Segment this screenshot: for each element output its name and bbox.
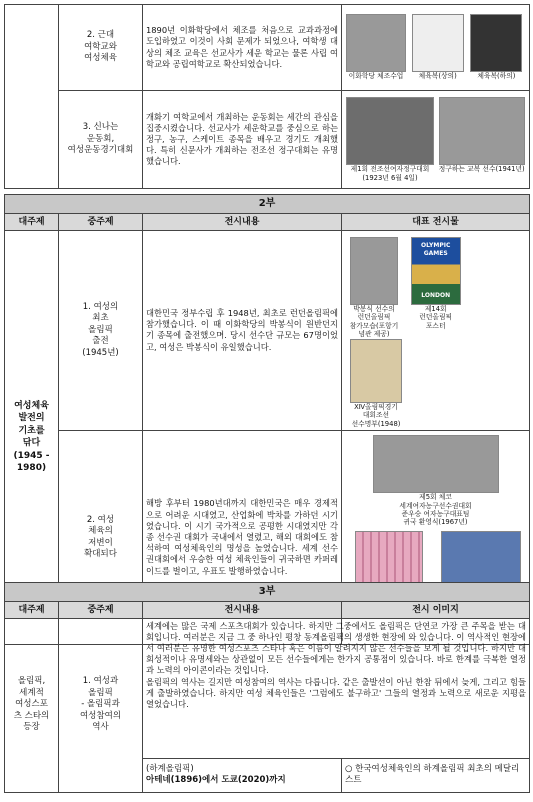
part3-major-cell	[5, 618, 59, 792]
photo-image	[412, 14, 464, 72]
part1-figures-cell	[342, 91, 530, 189]
exhibit-description: 해방 후부터 1980년대까지 대한민국은 매우 경제적으로 어려운 시대였고, 산업화에 박차를 가하던 시기였습니다. 이 시기 국가적으로 공평한 시대였지만 각종 선수권 대회가 국내에서 열렸고, 해외 대회에도 참석하여 여성체육인의 명성을 높였습니다. 세계 선수권대회에서 우승한 여성 체육인들이 귀국하면 카퍼레이드를 벌이고, 우표도 발행하였습니다.	[146, 498, 338, 576]
major-topic-label: 여성체육 발전의 기초를 닦다 (1945 - 1980)	[13, 400, 50, 474]
figure-caption: 이화학당 체조수업	[348, 72, 404, 81]
header-sub: 중주제	[59, 213, 143, 230]
figure-team-roster	[345, 339, 407, 428]
figure-tennis-players	[438, 97, 526, 173]
part3-row-olympics	[5, 618, 530, 758]
sub-topic-label: 2. 여성 체육의 저변이 확대되다	[84, 514, 117, 559]
footer-athens-tokyo-title: 아테네(1896)에서 도쿄(2020)까지	[146, 775, 286, 786]
figure-ewha-gym-class	[345, 14, 407, 80]
sub-topic-label: 2. 근대 여학교와 여성체육	[84, 30, 117, 64]
photo-image	[441, 531, 521, 585]
sub-topic-label: 1. 여성과 올림픽 - 올림픽과 여성참여의 역사	[79, 676, 122, 733]
major-topic-label: 올림픽, 세계적 여성스포 츠 스타의 등장	[13, 676, 50, 733]
figure-caption: 제14회 런던올림픽 포스터	[419, 304, 453, 330]
exhibit-description: 대한민국 정부수립 후 1948년, 최초로 런던올림픽에 참가했습니다. 이 때 이화학당의 박봉식이 원반던지기 종목에 출전했으며. 당시 선수단 규모는 67명이었고, 여성은 박봉식이 유일했습니다.	[146, 307, 338, 352]
part2-figures-cell	[342, 230, 530, 430]
part3-header-row	[5, 601, 530, 618]
figure-gym-bottom	[468, 14, 524, 80]
poster-title: OLYMPIC GAMES	[421, 241, 451, 257]
exhibit-description: 1890년 이화학당에서 체조를 처음으로 교과과정에 도입하였고 이것이 사회 문제가 되었으나, 여학생 대상의 체조 교육은 선교사가 세운 학교는 물론 사립 여학교와 공립여학교로 확산되었습니다.	[146, 25, 338, 69]
footer-summer-olympics-label: (하계올림픽)	[146, 763, 194, 774]
figure-caption: 박봉식 선수의 런던올림픽 참가모습(포항기 념관 제공)	[349, 304, 399, 339]
part2-text-cell	[143, 230, 342, 430]
poster-image	[411, 237, 461, 305]
figure-tennis-competition	[345, 97, 435, 182]
part2-row-first-olympics	[5, 230, 530, 430]
exhibit-description-2: 올림픽의 역사는 길지만 여성참여의 역사는 다릅니다. 같은 출발선이 아닌 한참 뒤에서 늦게, 그리고 힘들게 출발하였습니다. 하지만 여성 체육인들은 '그럼에도 불구하고' 그들의 열정과 노력으로 새로운 지평을 열었습니다.	[146, 676, 526, 709]
part-title: 3부	[258, 586, 276, 597]
figure-caption: 체육복(하의)	[477, 72, 516, 81]
part1-table	[4, 4, 530, 189]
exhibit-description-1: 세계에는 많은 국제 스포츠대회가 있습니다. 하지만 그중에서도 올림픽은 단연코 가장 큰 주목을 받는 대회입니다. 여러분은 지금 그 중 하나인 평창 동계올림픽의 생생한 현장에 와 있습니다. 이 역사적인 현장에서 여러분은 유명한 여성스포츠 스타나 혹은 이름이 알려지지 않은 선수들을 보게 될 것입니다. 하지만 대회성적이나 유명세와는 상관없이 모든 선수들에게는 한가지 공통점이 있습니다. 바로 한계를 극복한 열정과 노력의 아이콘이라는 것입니다.	[146, 620, 526, 676]
part2-header-row	[5, 213, 530, 230]
part3-table	[4, 582, 530, 793]
figure-basketball-team	[345, 435, 526, 527]
figure-park-bongsik	[345, 237, 403, 339]
part-title: 2부	[258, 198, 276, 209]
figure-gym-top	[410, 14, 466, 80]
footer-medalist-note: ○ 한국여성체육인의 하계올림픽 최초의 메달리스트	[345, 763, 520, 786]
photo-image	[373, 435, 499, 493]
part3-text-cell	[143, 618, 530, 758]
figure-caption: ⅩⅣ올림픽경기 대회조선 선수명부(1948)	[351, 402, 401, 428]
figure-caption: 정구하는 교복 선수(1941년)	[438, 165, 525, 174]
header-content: 전시내용	[143, 601, 342, 618]
part1-figures-cell	[342, 5, 530, 91]
header-major: 대주제	[5, 213, 59, 230]
document-image	[350, 339, 402, 403]
sub-topic-label: 3. 신나는 운동회, 여성운동경기대회	[67, 122, 134, 156]
poster-city: LONDON	[421, 291, 451, 299]
photo-image	[346, 97, 434, 165]
part1-text-cell	[143, 5, 342, 91]
part3-footer-right	[342, 758, 530, 792]
photo-image	[346, 14, 406, 72]
part1-row-sports-day	[5, 91, 530, 189]
part2-band	[5, 195, 530, 214]
figure-caption: 체육복(상의)	[418, 72, 457, 81]
figure-caption: 제1회 전조선여자정구대회 (1923년 6월 4일)	[350, 165, 430, 182]
header-exhibits: 대표 전시물	[342, 213, 530, 230]
part3-band	[5, 583, 530, 602]
part2-table	[4, 194, 530, 645]
part3-sub-cell	[59, 618, 143, 792]
header-content: 전시내용	[143, 213, 342, 230]
header-sub: 중주제	[59, 601, 143, 618]
header-major: 대주제	[5, 601, 59, 618]
photo-image	[470, 14, 522, 72]
part1-major-cell	[5, 5, 59, 189]
part1-sub-cell	[59, 5, 143, 91]
figure-caption: 제5회 체코 세계여자농구선수권대회 준우승 여자농구대표팀 귀국 환영식(1967년)	[399, 493, 472, 527]
part2-sub-cell	[59, 230, 143, 430]
part1-sub-cell	[59, 91, 143, 189]
sub-topic-label: 1. 여성의 최초 올림픽 출전 (1945년)	[82, 301, 119, 358]
part3-footer-left	[143, 758, 342, 792]
stamp-sheet-image	[355, 531, 423, 583]
photo-image	[350, 237, 398, 305]
part1-row-modern-school	[5, 5, 530, 91]
figure-london-poster	[406, 237, 466, 330]
exhibit-description: 개화기 여학교에서 개최하는 운동회는 세간의 관심을 집중시켰습니다. 선교사가 세운학교를 중심으로 하는 정구, 농구, 스케이트 종목을 배우고 경기도 개최했다. 특히 신문사가 개최하는 전조선 정구대회는 유명했습니다.	[146, 111, 338, 167]
part1-text-cell	[143, 91, 342, 189]
photo-image	[439, 97, 525, 165]
header-images: 전시 이미지	[342, 601, 530, 618]
